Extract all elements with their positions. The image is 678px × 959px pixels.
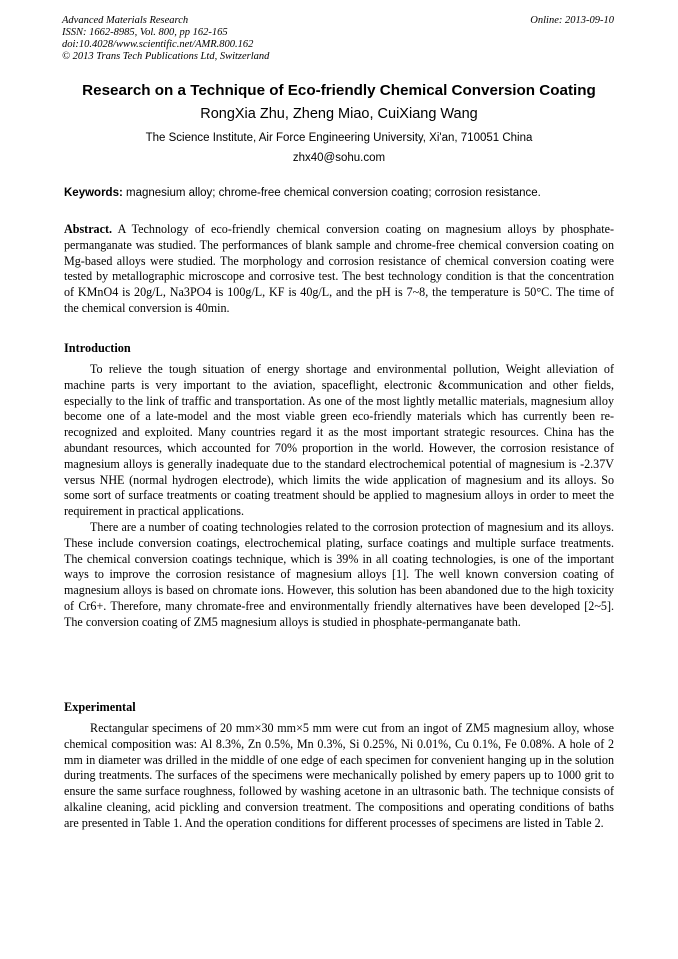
- abstract: [64, 222, 614, 317]
- journal-issn: ISSN: 1662-8985, Vol. 800, pp 162-165: [62, 27, 228, 38]
- experimental-paragraph-1: Rectangular specimens of 20 mm×30 mm×5 mm were cut from an ingot of ZM5 magnesium alloy, whose chemical composition was: Al 8.3%, Zn 0.5%, Mn 0.3%, Si 0.25%, Ni 0.01%, Cu 0.1%, Fe 0.08%. A hole of 2 mm in diameter was drilled in the middle of one edge of each specimen for convenient hanging up in the solution during treatments. The surfaces of the specimens were mechanically polished by emery papers up to 1000 grit to ensure the same surface roughness, followed by washing acetone in an ultrasonic bath. The technique consists of alkaline cleaning, acid pickling and conversion treatment. The compositions and operating conditions of baths are presented in Table 1. And the operation conditions for different processes of specimens are listed in Table 2.: [64, 721, 614, 830]
- paper-email: zhx40@sohu.com: [292, 152, 386, 164]
- introduction-heading: Introduction: [64, 341, 131, 355]
- journal-doi: doi:10.4028/www.scientific.net/AMR.800.162: [62, 39, 254, 50]
- abstract-text: A Technology of eco-friendly chemical conversion coating on magnesium alloys by phosphate-permanganate was studied. The performances of blank sample and chrome-free chemical conversion coating on Mg-based alloys were studied. The morphology and corrosion resistance of chemical conversion coating were tested by metallographic microscope and corrosive test. The best technology condition is that the concentration of KMnO4 is 20g/L, Na3PO4 is 100g/L, KF is 40g/L, and the pH is 7~8, the temperature is 50°C. The time of the chemical conversion is 40min.: [64, 222, 614, 315]
- paper-authors: RongXia Zhu, Zheng Miao, CuiXiang Wang: [200, 106, 478, 122]
- keywords-label: Keywords:: [64, 187, 123, 199]
- introduction-body: [64, 362, 614, 631]
- abstract-label: Abstract.: [64, 222, 113, 236]
- introduction-paragraph-1: To relieve the tough situation of energy shortage and environmental pollution, Weight alleviation of machine parts is very important to the aviation, spaceflight, electronic &communication and other fields, especially to the link of traffic and transportation. As one of the most lightly metallic materials, magnesium alloy become one of a late-model and the most viable green eco-friendly materials which has currently been re-recognized and exploited. Many countries regard it as the most important strategic resources. China has the abundant resources, which accounted for 70% proportion in the world. However, the corrosion resistance of magnesium alloys is generally inadequate due to the standard electrochemical potential of magnesium is -2.37V versus NHE (normal hydrogen electrode), which limits the wide application of magnesium and its alloys. So some sort of surface treatments or coating treatment should be applied to magnesium alloys in order to meet the requirement in practical applications.: [64, 362, 614, 519]
- online-date: Online: 2013-09-10: [530, 15, 614, 26]
- keywords-text: magnesium alloy; chrome-free chemical conversion coating; corrosion resistance.: [126, 187, 541, 199]
- paper-affiliation: The Science Institute, Air Force Engineering University, Xi'an, 710051 China: [145, 132, 533, 144]
- keywords: [64, 187, 616, 199]
- experimental-heading: Experimental: [64, 700, 136, 714]
- journal-header: [62, 15, 269, 63]
- paper-title: Research on a Technique of Eco-friendly Chemical Conversion Coating: [82, 82, 596, 99]
- experimental-body: [64, 721, 614, 832]
- journal-copyright: © 2013 Trans Tech Publications Ltd, Switzerland: [62, 51, 270, 62]
- journal-name: Advanced Materials Research: [62, 15, 189, 26]
- introduction-paragraph-2: There are a number of coating technologies related to the corrosion protection of magnesium and its alloys. These include conversion coatings, electrochemical plating, surface coatings and multiple surface treatments. The chemical conversion coatings technique, which is 39% in all coating technologies, is one of the important ways to improve the corrosion resistance of magnesium alloys [1]. The well known conversion coating of magnesium alloys is based on chromate ions. However, this solution has been abandoned due to the high toxicity of Cr6+. Therefore, many chromate-free and environmentally friendly alternatives have been developed [2~5]. The conversion coating of ZM5 magnesium alloys is studied in phosphate-permanganate bath.: [64, 519, 614, 629]
